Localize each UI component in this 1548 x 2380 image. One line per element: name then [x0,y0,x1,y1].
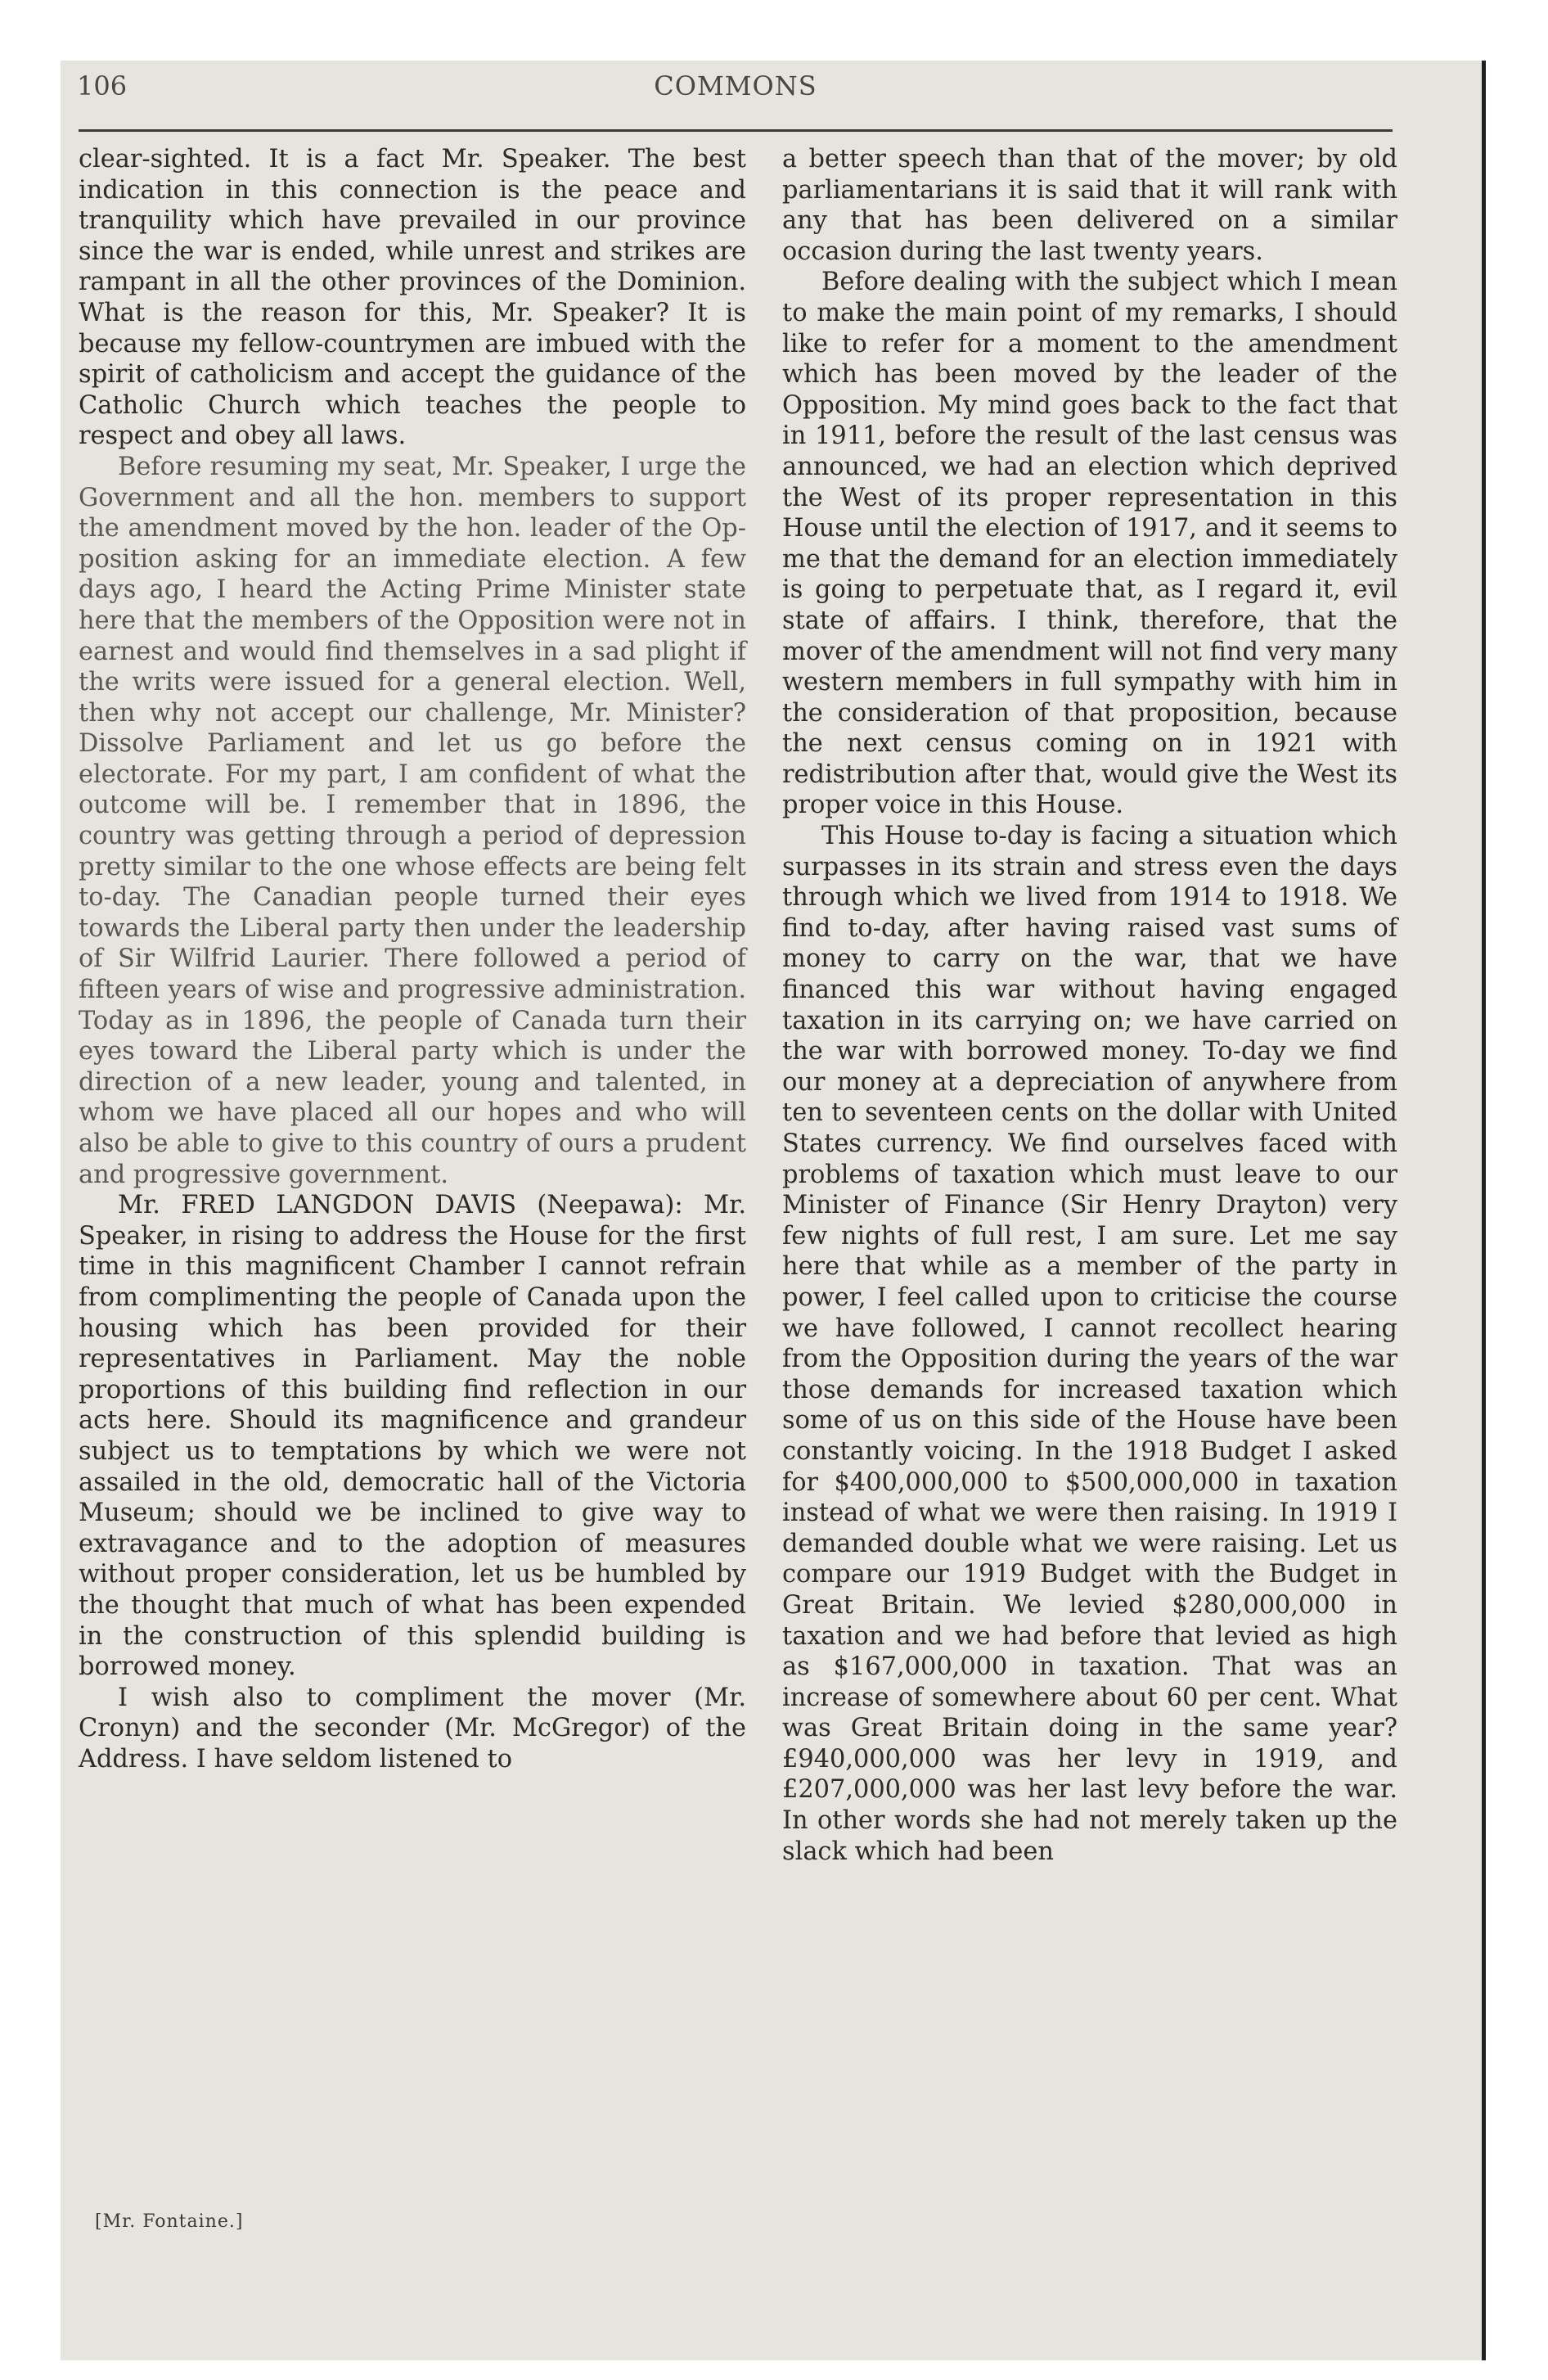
speaker-attribution: [Mr. Fontaine.] [95,2211,244,2232]
page-header [77,70,1394,119]
paragraph: Before dealing with the subject which I mean to make the main point of my remarks, I should like to refer for a moment to the amendment which has been moved by the leader of the Opposition. My mind goes back to the fact that in 1911, before the result of the last census was announced, we had an election which deprived the West of its proper representation in this House until the election of 1917, and it seems to me that the demand for an election immediately is going to perpetuate that, as I regard it, evil state of affairs. I think, therefore, that the mover of the amendment will not find very many western members in full sympathy with him in the consideration of that proposition, because the next census coming on in 1921 with redistribution after that, would give the West its proper voice in this House. [782,268,1397,820]
paragraph: clear-sighted. It is a fact Mr. Speaker. The best indication in this connection is the peace and tranquility which have prevailed in our province since the war is ended, while unrest and strikes are rampant in all the other provinces of the Dominion. What is the reason for this, Mr. Speaker? It is because my fellow-countrymen are imbued with the spirit of catholicism and accept the guidance of the Catholic Church which teaches the people to respect and obey all laws. [79,145,746,451]
page-number: 106 [77,70,128,101]
running-head: COMMONS [654,70,817,101]
paragraph: I wish also to compliment the mover (Mr. Cronyn) and the seconder (Mr. McGregor) of the Address. I have seldom listened to [79,1683,746,1774]
right-column [782,144,1397,1867]
left-column [79,144,746,1774]
header-rule [79,129,1393,132]
paragraph: This House to-day is facing a situation which surpasses in its strain and stress even the days through which we lived from 1914 to 1918. We find to-day, after having raised vast sums of money to carry on the war, that we have financed this war without having engaged taxation in its carrying on; we have carried on the war with borrowed money. To-day we find our money at a depreciation of anywhere from ten to seventeen cents on the dollar with United States currency. We find ourselves faced with problems of taxation which must leave to our Minister of Finance (Sir Henry Drayton) very few nights of full rest, I am sure. Let me say here that while as a member of the party in power, I feel called upon to criticise the course we have followed, I cannot recollect hearing from the Opposition during the years of the war those demands for increased taxation which some of us on this side of the House have been constantly voicing. In the 1918 Budget I asked for $400,000,000 to $500,000,000 in taxation instead of what we were then raising. In 1919 I demanded double what we were raising. Let us compare our 1919 Budget with the Budget in Great Britain. We levied $280,000,000 in taxation and we had before that levied as high as $167,000,000 in taxation. That was an increase of somewhere about 60 per cent. What was Great Britain doing in the same year? £940,000,000 was her levy in 1919, and £207,000,000 was her last levy before the war. In other words she had not merely taken up the slack which had been [782,822,1397,1866]
paragraph: Before resuming my seat, Mr. Speaker, I urge the Government and all the hon. members to support the amendment moved by the hon. leader of the Opposition asking for an immediate election. A few days ago, I heard the Acting Prime Minister state here that the members of the Opposition were not in earnest and would find themselves in a sad plight if the writs were issued for a general election. Well, then why not accept our challenge, Mr. Minister? Dissolve Parliament and let us go before the electorate. For my part, I am confident of what the outcome will be. I remember that in 1896, the country was getting through a period of depression pretty similar to the one whose effects are being felt to-day. The Canadian people turned their eyes towards the Liberal party then under the leadership of Sir Wilfrid Laurier. There followed a period of fifteen years of wise and progressive administration. Today as in 1896, the people of Canada turn their eyes toward the Liberal party which is under the direction of a new leader, young and talented, in whom we have placed all our hopes and who will also be able to give to this country of ours a prudent and progressive government. [79,452,746,1189]
paragraph: a better speech than that of the mover; by old parliamentarians it is said that it will rank with any that has been delivered on a similar occasion during the last twenty years. [782,145,1397,266]
paragraph: Mr. FRED LANGDON DAVIS (Neepawa): Mr. Speaker, in rising to address the House for the first time in this magnificent Chamber I cannot refrain from complimenting the people of Canada upon the housing which has been provided for their representatives in Parliament. May the noble proportions of this building find reflection in our acts here. Should its magnificence and grandeur subject us to temptations by which we were not assailed in the old, democratic hall of the Victoria Museum; should we be inclined to give way to extravagance and to the adoption of measures without proper consideration, let us be humbled by the thought that much of what has been expended in the construction of this splendid building is borrowed money. [79,1191,746,1682]
